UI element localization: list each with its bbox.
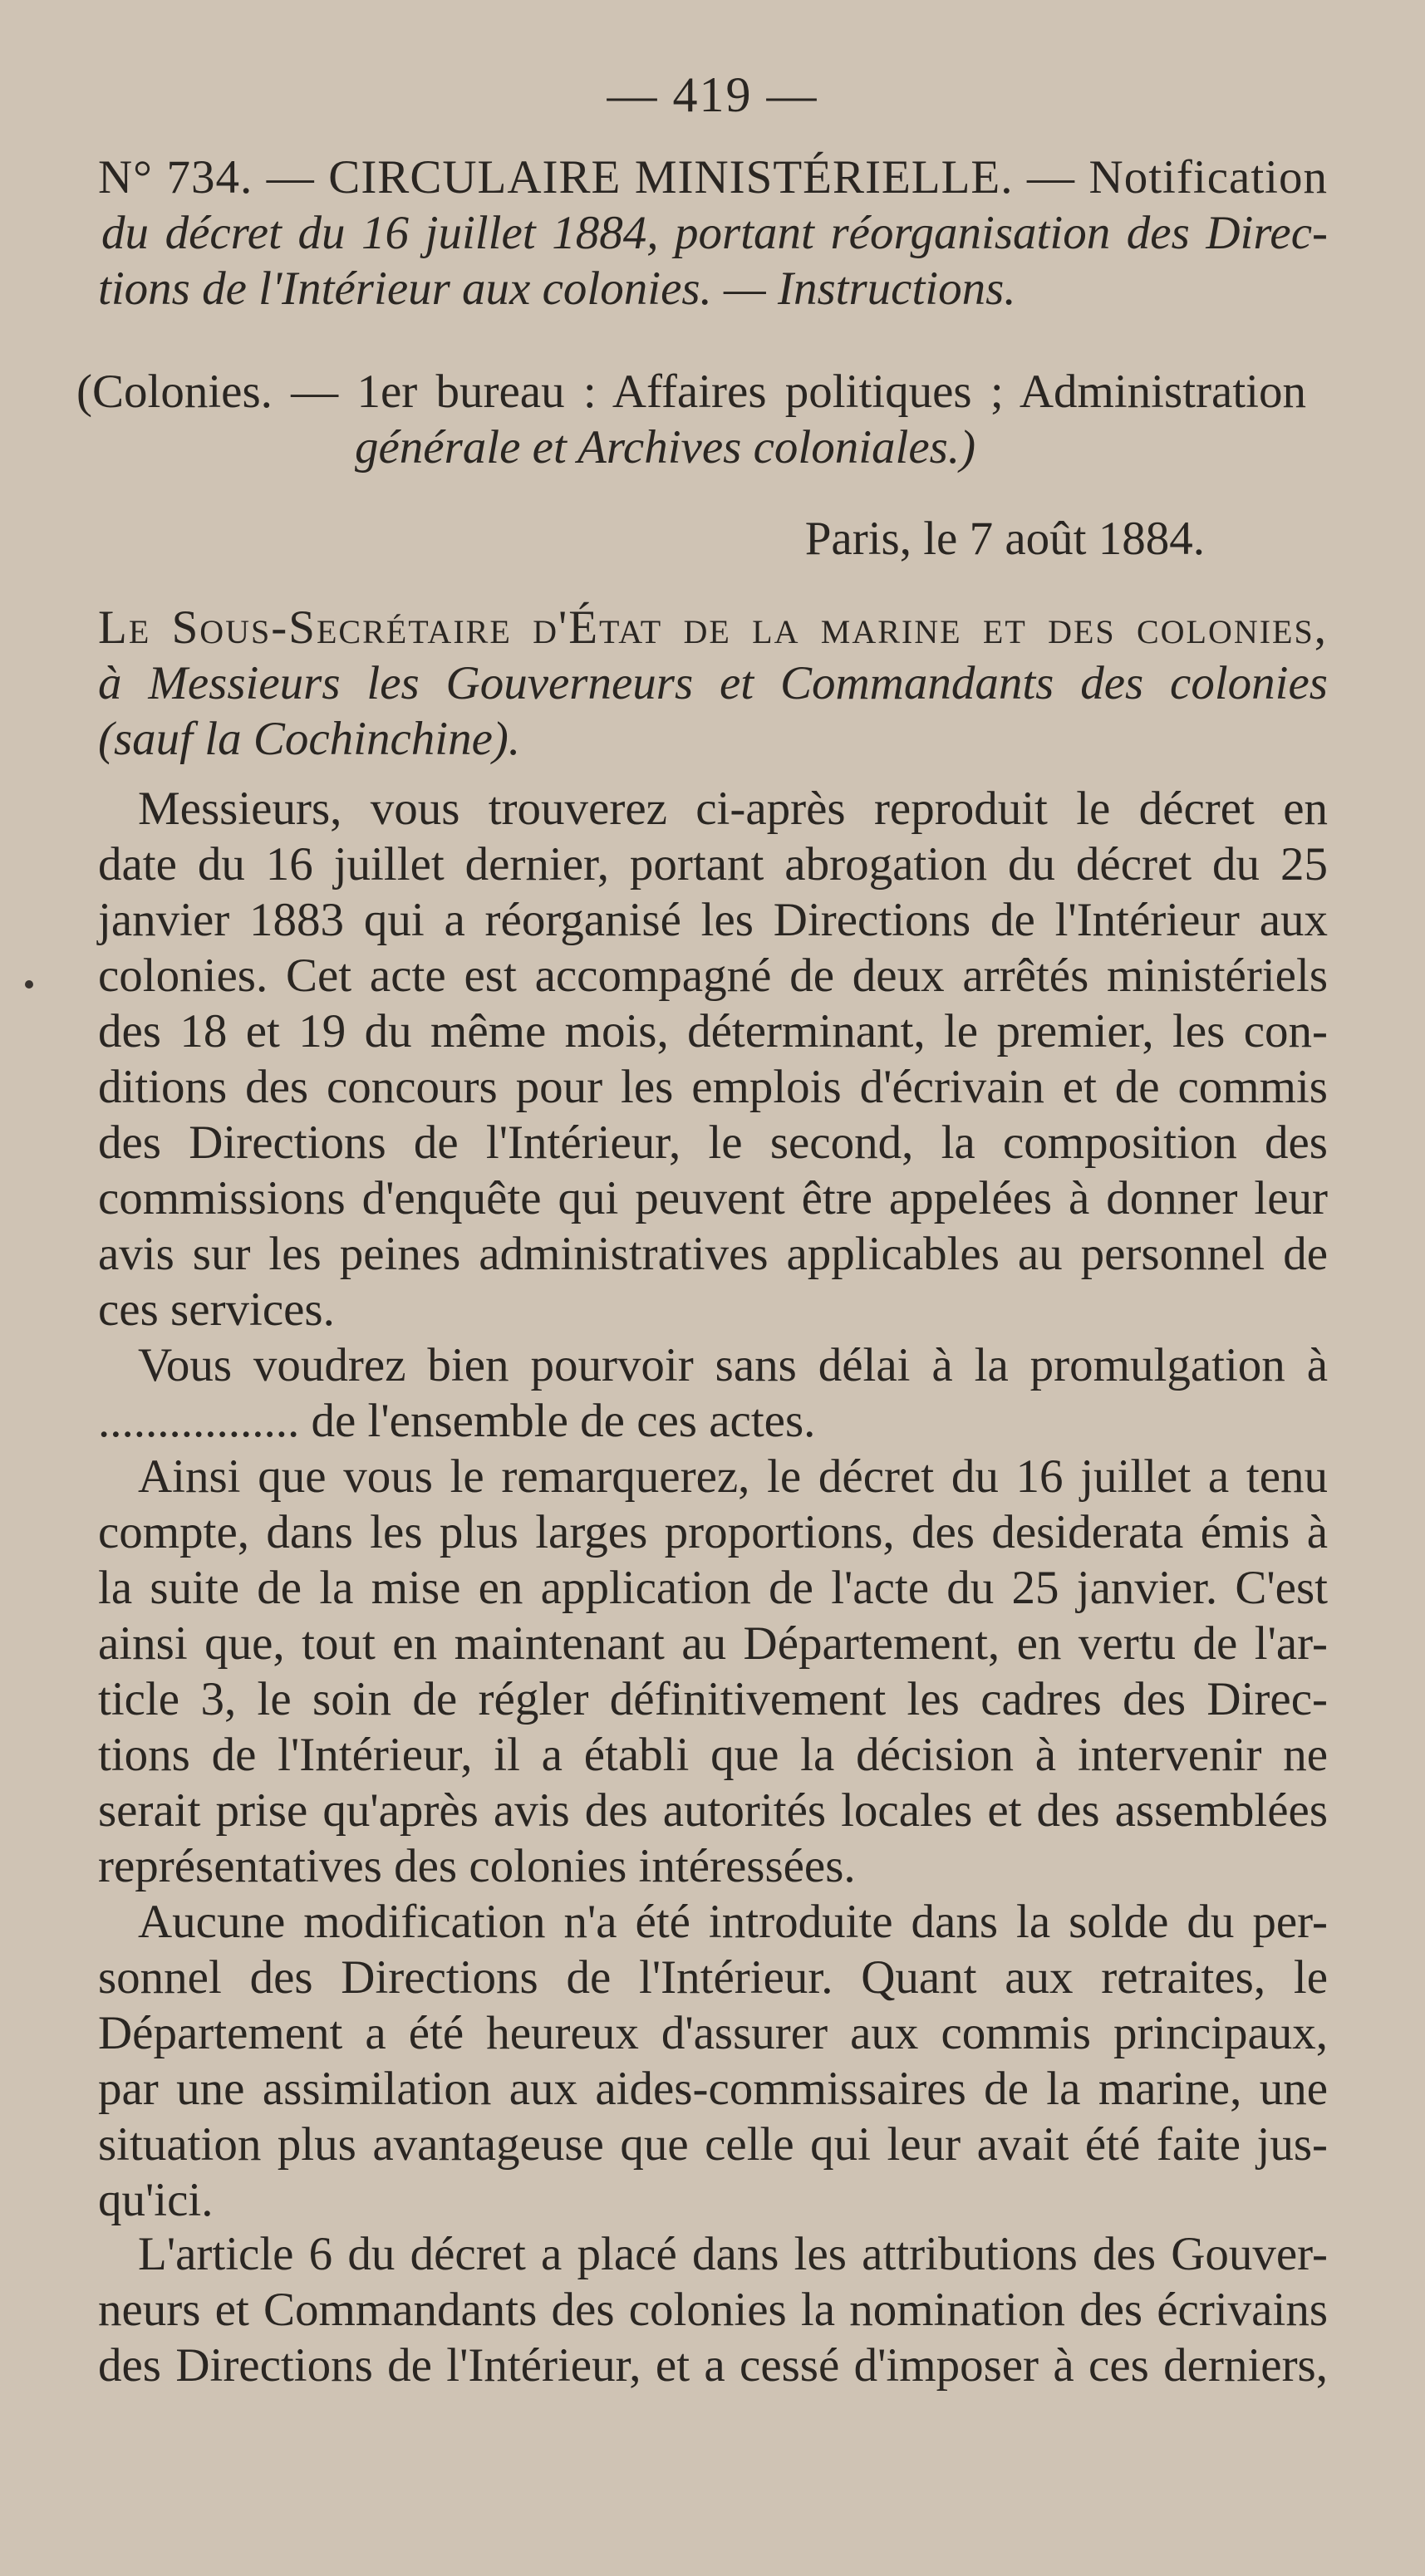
page-number: — 419 — (607, 67, 818, 122)
text-line: commissions d'enquête qui peuvent être appelées à donner leur (98, 1172, 1328, 1224)
office-line: (Colonies. — 1er bureau : Affaires politiques ; Administration (76, 366, 1306, 418)
text-line: situation plus avantageuse que celle qui leur avait été faite jus- (98, 2118, 1328, 2171)
text-line: ................. de l'ensemble de ces actes. (98, 1395, 816, 1447)
paragraph (98, 1337, 1328, 1449)
ink-spot (25, 980, 33, 989)
addressee-block (98, 600, 1328, 767)
text-line: des Directions de l'Intérieur, et a cessé d'imposer à ces derniers, (98, 2339, 1328, 2392)
text-line: représentatives des colonies intéressées. (98, 1840, 856, 1892)
office-line: générale et Archives coloniales.) (355, 421, 976, 473)
text-line: Vous voudrez bien pourvoir sans délai à la promulgation à (138, 1339, 1328, 1391)
heading-line: du décret du 16 juillet 1884, portant réorganisation des Direc- (101, 207, 1328, 259)
text-line: ainsi que, tout en maintenant au Département, en vertu de l'ar- (98, 1617, 1328, 1670)
text-line: Ainsi que vous le remarquerez, le décret du 16 juillet a tenu (138, 1450, 1328, 1503)
addressee-line: (sauf la Cochinchine). (98, 713, 521, 765)
text-line: des Directions de l'Intérieur, le second, la composition des (98, 1116, 1328, 1169)
office-note (76, 364, 1306, 475)
text-line: des 18 et 19 du même mois, déterminant, le premier, les con- (98, 1005, 1328, 1057)
paragraph (98, 781, 1328, 1337)
text-line: ditions des concours pour les emplois d'écrivain et de commis (98, 1061, 1328, 1113)
text-line: tions de l'Intérieur, il a établi que la décision à intervenir ne (98, 1729, 1328, 1781)
heading-line: tions de l'Intérieur aux colonies. — Instructions. (98, 263, 1016, 315)
paragraph (98, 1894, 1328, 2228)
text-line: colonies. Cet acte est accompagné de deux arrêtés ministériels (98, 949, 1328, 1002)
text-line: janvier 1883 qui a réorganisé les Directions de l'Intérieur aux (98, 894, 1328, 946)
addressee-line: à Messieurs les Gouverneurs et Commandants des colonies (98, 657, 1328, 709)
text-line: date du 16 juillet dernier, portant abrogation du décret du 25 (98, 838, 1328, 891)
text-line: ticle 3, le soin de régler définitivement les cadres des Direc- (98, 1673, 1328, 1725)
text-line: compte, dans les plus larges proportions, des desiderata émis à (98, 1506, 1328, 1558)
text-line: sonnel des Directions de l'Intérieur. Quant aux retraites, le (98, 1951, 1328, 2004)
addressee-line: Le Sous-Secrétaire d'État de la marine et des colonies, (98, 601, 1328, 654)
text-line: par une assimilation aux aides-commissaires de la marine, une (98, 2063, 1328, 2115)
text-line: avis sur les peines administratives applicables au personnel de (98, 1228, 1328, 1280)
date-line: Paris, le 7 août 1884. (804, 513, 1205, 565)
paragraph (98, 1449, 1328, 1894)
text-line: serait prise qu'après avis des autorités locales et des assemblées (98, 1784, 1328, 1837)
text-line: L'article 6 du décret a placé dans les attributions des Gouver- (138, 2228, 1328, 2280)
text-line: Aucune modification n'a été introduite dans la solde du per- (138, 1896, 1328, 1948)
text-line: Département a été heureux d'assurer aux commis principaux, (98, 2007, 1328, 2059)
date-block (98, 511, 1205, 567)
text-line: Messieurs, vous trouverez ci-après reproduit le décret en (138, 783, 1328, 835)
text-line: la suite de la mise en application de l'acte du 25 janvier. C'est (98, 1562, 1328, 1614)
paragraph (98, 2226, 1328, 2393)
circular-heading (98, 150, 1328, 316)
text-line: neurs et Commandants des colonies la nomination des écrivains (98, 2284, 1328, 2336)
heading-line: N° 734. — CIRCULAIRE MINISTÉRIELLE. — Notification (98, 151, 1328, 204)
text-line: ces services. (98, 1283, 335, 1336)
text-line: qu'ici. (98, 2174, 214, 2226)
